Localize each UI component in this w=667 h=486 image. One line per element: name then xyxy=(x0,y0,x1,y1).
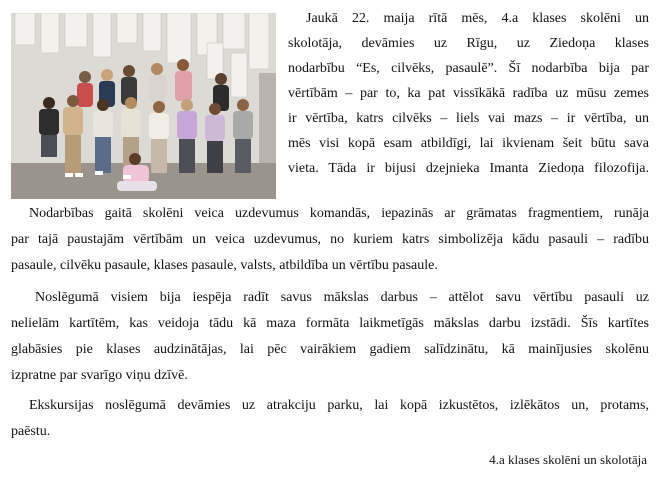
paragraph-line: pasaule, cilvēku pasaule, klases pasaule, valsts, atbildība un vērtību pasaule. xyxy=(11,258,438,273)
article-signature: 4.a klases skolēni un skolotāja xyxy=(489,452,647,467)
intro-line: vieta. Tāda ir bijusi dzejnieka Imanta Ziedoņa filozofija. xyxy=(288,161,649,176)
intro-line: mēs visi kopā esam atbildīgi, lai ikvienam šeit būtu sava xyxy=(288,136,649,151)
intro-line: nodarbību “Es, cilvēks, pasaulē”. Šī nodarbība bija par xyxy=(288,61,649,76)
paragraph-line: nelielām kartītēm, kas veidoja tādu kā maza formāta laikmetīgās mākslas darbu izstādi. Šīs kartītes xyxy=(11,316,649,331)
class-group-photo xyxy=(11,13,276,199)
paragraph-line: Noslēgumā visiem bija iespēja radīt savus mākslas darbus – attēlot savu vērtību pasauli uz xyxy=(35,290,649,305)
group-photo-illustration xyxy=(11,13,276,199)
intro-line: vērtībām – par to, ka pat vissīkākā radība uz mūsu zemes xyxy=(288,86,649,101)
paragraph-line: izpratne par svarīgo viņu dzīvē. xyxy=(11,368,188,383)
paragraph-line: paēstu. xyxy=(11,424,51,439)
intro-line: skolotāja, devāmies uz Rīgu, uz Ziedoņa klases xyxy=(288,36,649,51)
paragraph-line: par tajā paustajām vērtībām un veica uzdevumus, no kuriem katrs simbolizēja kādu pasauli – radību xyxy=(11,232,649,247)
paragraph-line: Nodarbības gaitā skolēni veica uzdevumus komandās, iepazinās ar grāmatas fragmentiem, runāja xyxy=(29,206,649,221)
intro-line: Jaukā 22. maija rītā mēs, 4.a klases skolēni un xyxy=(306,11,649,26)
intro-line: ir vērtība, katrs cilvēks – liels vai mazs – ir vērtība, un xyxy=(288,111,649,126)
paragraph-line: Ekskursijas noslēgumā devāmies uz atrakciju parku, lai kopā izkustētos, izlēkātos un, protams, xyxy=(29,398,649,413)
paragraph-line: glabāsies pie klases audzinātājas, lai pēc vairākiem gadiem salīdzinātu, kā mainījusies skolēnu xyxy=(11,342,649,357)
